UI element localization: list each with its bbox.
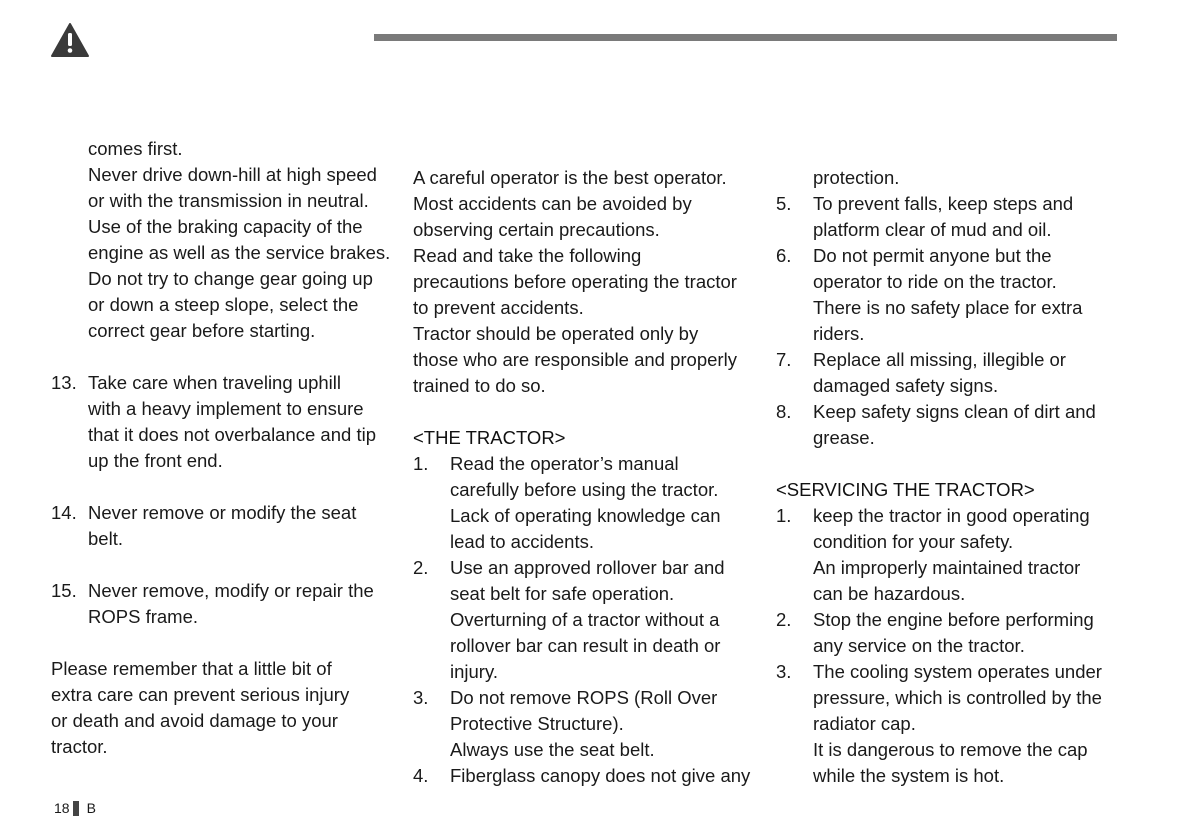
list-item-7 [776,347,1126,399]
footer-divider [73,801,79,816]
text-line: Tractor should be operated only by [413,323,699,344]
text-line: up the front end. [88,450,223,471]
text-line: Most accidents can be avoided by [413,193,692,214]
list-item-15 [51,578,396,630]
list-item-2 [413,555,763,685]
text-line: condition for your safety. [813,531,1014,552]
text-line: Read the operator’s manual [450,453,679,474]
text-line: riders. [813,323,865,344]
text-line: Protective Structure). [450,713,624,734]
list-number: 8. [776,401,792,422]
text-line: There is no safety place for extra [813,297,1083,318]
list-item-1 [413,451,763,555]
text-line: A careful operator is the best operator. [413,167,727,188]
text-line: Never remove or modify the seat [88,502,357,523]
text-line: operator to ride on the tractor. [813,271,1057,292]
text-line: to prevent accidents. [413,297,584,318]
text-line: keep the tractor in good operating [813,505,1090,526]
text-line: with a heavy implement to ensure [88,398,364,419]
text-line: platform clear of mud and oil. [813,219,1052,240]
list-item-14 [51,500,396,552]
text-line: trained to do so. [413,375,546,396]
list-item-8 [776,399,1126,451]
list-number: 15. [51,580,77,601]
text-line: Fiberglass canopy does not give any [450,765,751,786]
text-line: grease. [813,427,875,448]
text-line: Replace all missing, illegible or [813,349,1066,370]
text-line: comes first. [88,138,183,159]
list-number: 2. [413,557,429,578]
list-item-4 [413,763,763,789]
text-line: those who are responsible and properly [413,349,737,370]
text-line: tractor. [51,736,108,757]
column-right [776,165,1126,789]
text-line: extra care can prevent serious injury [51,684,350,705]
text-line: carefully before using the tractor. [450,479,719,500]
text-line: seat belt for safe operation. [450,583,675,604]
column-middle [413,165,763,789]
list-number: 7. [776,349,792,370]
text-line: engine as well as the service brakes. [88,242,391,263]
text-line: Never drive down-hill at high speed [88,164,377,185]
service-item-1 [776,503,1126,607]
text-line: Keep safety signs clean of dirt and [813,401,1096,422]
text-line: Use an approved rollover bar and [450,557,725,578]
section-letter: B [86,800,96,816]
list-number: 3. [776,661,792,682]
text-line: or death and avoid damage to your [51,710,338,731]
text-line: It is dangerous to remove the cap [813,739,1088,760]
text-line: Overturning of a tractor without a [450,609,720,630]
text-line: any service on the tractor. [813,635,1025,656]
intro-paragraph [413,165,763,399]
text-line: Take care when traveling uphill [88,372,341,393]
text-line: To prevent falls, keep steps and [813,193,1074,214]
text-line: or down a steep slope, select the [88,294,359,315]
text-line: Stop the engine before performing [813,609,1094,630]
text-line: pressure, which is controlled by the [813,687,1102,708]
section-heading-servicing: <SERVICING THE TRACTOR> [776,479,1035,500]
closing-paragraph [51,656,396,760]
text-line: Lack of operating knowledge can [450,505,721,526]
page-number: 18 [54,800,70,816]
list-number: 1. [413,453,429,474]
warning-triangle-icon [50,22,90,58]
header-rule [374,34,1117,41]
list-number: 14. [51,502,77,523]
text-line: The cooling system operates under [813,661,1102,682]
list-number: 1. [776,505,792,526]
list-number: 3. [413,687,429,708]
text-line: Do not try to change gear going up [88,268,373,289]
item-4-continuation: protection. [813,167,900,188]
list-number: 5. [776,193,792,214]
list-item-5 [776,191,1126,243]
text-line: precautions before operating the tractor [413,271,737,292]
text-line: rollover bar can result in death or [450,635,721,656]
text-line: Please remember that a little bit of [51,658,332,679]
text-line: Read and take the following [413,245,642,266]
text-line: while the system is hot. [813,765,1005,786]
list-item-3 [413,685,763,763]
text-line: Use of the braking capacity of the [88,216,363,237]
list-number: 4. [413,765,429,786]
text-line: Do not permit anyone but the [813,245,1052,266]
text-line: damaged safety signs. [813,375,999,396]
page-footer [54,799,96,817]
text-line: belt. [88,528,123,549]
text-line: Do not remove ROPS (Roll Over [450,687,718,708]
text-line: lead to accidents. [450,531,594,552]
service-item-2 [776,607,1126,659]
list-number: 6. [776,245,792,266]
section-heading-tractor: <THE TRACTOR> [413,427,566,448]
text-line: radiator cap. [813,713,916,734]
text-line: can be hazardous. [813,583,966,604]
list-number: 2. [776,609,792,630]
service-item-3 [776,659,1126,789]
text-line: observing certain precautions. [413,219,660,240]
text-line: that it does not overbalance and tip [88,424,376,445]
list-item-6 [776,243,1126,347]
text-line: injury. [450,661,498,682]
text-line: Always use the seat belt. [450,739,655,760]
text-line: correct gear before starting. [88,320,316,341]
list-number: 13. [51,372,77,393]
text-line: Never remove, modify or repair the [88,580,374,601]
column-left [51,136,396,760]
text-line: ROPS frame. [88,606,198,627]
list-item-13 [51,370,396,474]
text-line: or with the transmission in neutral. [88,190,369,211]
item-12-continuation [51,136,396,344]
text-line: An improperly maintained tractor [813,557,1081,578]
